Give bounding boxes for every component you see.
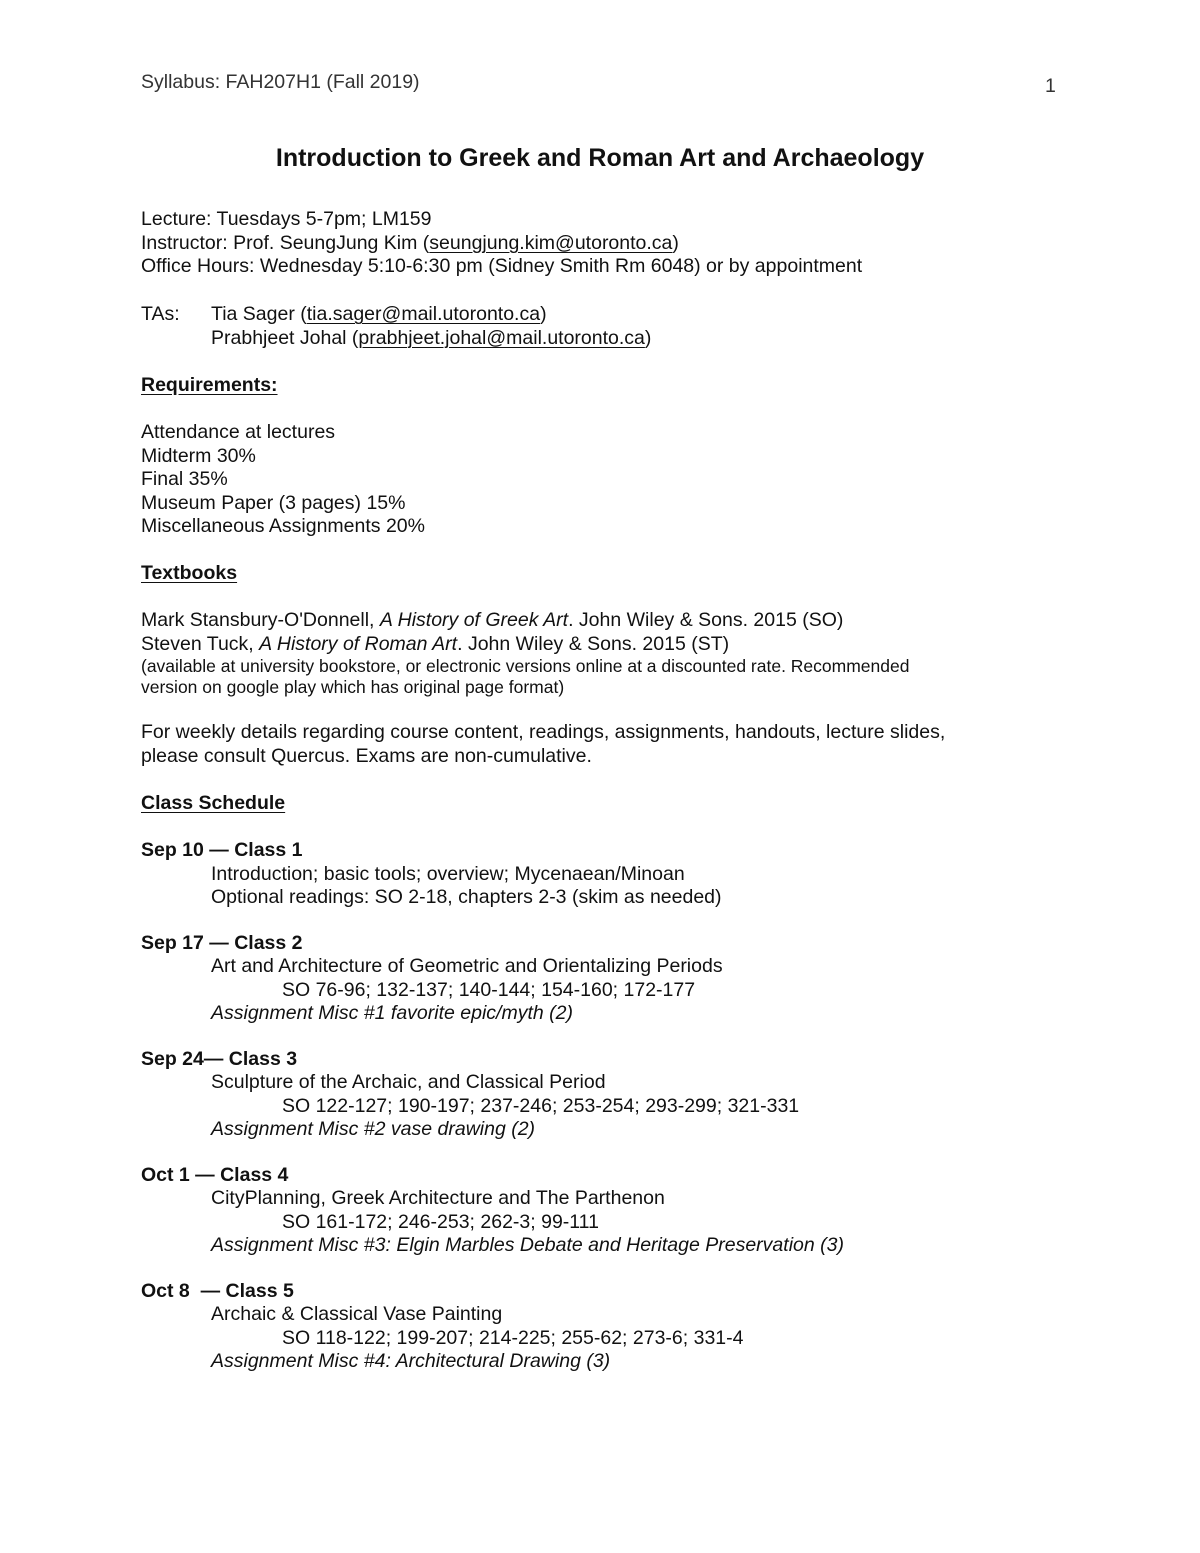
course-info	[141, 208, 862, 279]
ta-entry	[211, 303, 547, 327]
class-readings: Optional readings: SO 2-18, chapters 2-3 (skim as needed)	[211, 886, 722, 908]
class-assignment: Assignment Misc #4: Architectural Drawing (3)	[211, 1350, 611, 1372]
instructor-suffix: )	[672, 231, 679, 254]
textbook-entry	[141, 609, 909, 633]
class-topic: Archaic & Classical Vase Painting	[211, 1303, 503, 1325]
ta-row	[141, 327, 651, 351]
class-assignment: Assignment Misc #3: Elgin Marbles Debate and Heritage Preservation (3)	[211, 1234, 844, 1256]
schedule-section	[141, 792, 844, 1396]
textbook-author: Steven Tuck,	[141, 632, 260, 655]
class-session-heading: Sep 24— Class 3	[141, 1047, 298, 1070]
class-session	[141, 1280, 844, 1374]
class-topic: Sculpture of the Archaic, and Classical Period	[211, 1071, 606, 1093]
ta-email-link[interactable]: tia.sager@mail.utoronto.ca	[306, 303, 541, 325]
class-session	[141, 932, 844, 1026]
weekly-details-line: For weekly details regarding course content, readings, assignments, handouts, lecture slides,	[141, 721, 946, 743]
instructor-line	[141, 232, 862, 256]
requirement-item: Midterm 30%	[141, 444, 256, 467]
ta-name: Tia Sager (	[211, 303, 307, 325]
requirement-item: Miscellaneous Assignments 20%	[141, 515, 425, 537]
class-session-heading: Sep 17 — Class 2	[141, 931, 303, 954]
lecture-line: Lecture: Tuesdays 5-7pm; LM159	[141, 208, 432, 230]
textbook-note: version on google play which has original page format)	[141, 677, 565, 697]
requirement-item: Museum Paper (3 pages) 15%	[141, 491, 406, 514]
class-session	[141, 1164, 844, 1258]
ta-name: Prabhjeet Johal (	[211, 326, 359, 349]
textbooks-section	[141, 562, 909, 698]
ta-close: )	[644, 326, 652, 349]
class-session	[141, 1048, 844, 1142]
office-hours-line: Office Hours: Wednesday 5:10-6:30 pm (Sidney Smith Rm 6048) or by appointment	[141, 255, 863, 277]
class-topic: Introduction; basic tools; overview; Mycenaean/Minoan	[211, 862, 685, 885]
page-number: 1	[1045, 75, 1056, 97]
ta-row	[141, 303, 651, 327]
textbook-entry	[141, 633, 909, 657]
class-assignment: Assignment Misc #1 favorite epic/myth (2)	[211, 1002, 573, 1024]
ta-entry	[211, 327, 651, 351]
class-readings: SO 118-122; 199-207; 214-225; 255-62; 273-6; 331-4	[282, 1326, 744, 1349]
requirement-item: Attendance at lectures	[141, 421, 336, 443]
requirements-section	[141, 374, 425, 539]
textbook-note: (available at university bookstore, or electronic versions online at a discounted rate. Recommended	[141, 656, 910, 676]
instructor-prefix: Instructor: Prof. SeungJung Kim (	[141, 231, 430, 254]
textbook-title: A History of Roman Art	[259, 632, 458, 655]
running-head: Syllabus: FAH207H1 (Fall 2019)	[141, 71, 420, 93]
class-readings: SO 161-172; 246-253; 262-3; 99-111	[282, 1210, 599, 1233]
class-session-heading: Oct 8 — Class 5	[141, 1279, 294, 1302]
ta-list	[141, 303, 651, 350]
requirements-heading: Requirements:	[141, 374, 278, 396]
class-topic: CityPlanning, Greek Architecture and The Parthenon	[211, 1187, 665, 1209]
class-session-heading: Sep 10 — Class 1	[141, 839, 303, 861]
class-session-heading: Oct 1 — Class 4	[141, 1163, 289, 1186]
weekly-details	[141, 721, 945, 768]
document-title: Introduction to Greek and Roman Art and Archaeology	[275, 144, 925, 172]
class-readings: SO 76-96; 132-137; 140-144; 154-160; 172-177	[282, 978, 696, 1001]
textbook-publisher: . John Wiley & Sons. 2015 (ST)	[457, 632, 730, 655]
schedule-heading: Class Schedule	[141, 792, 286, 814]
weekly-details-line: please consult Quercus. Exams are non-cumulative.	[141, 744, 592, 767]
ta-close: )	[540, 303, 547, 325]
requirement-item: Final 35%	[141, 468, 228, 490]
textbook-title: A History of Greek Art	[379, 609, 569, 631]
ta-email-link[interactable]: prabhjeet.johal@mail.utoronto.ca	[358, 326, 645, 349]
class-topic: Art and Architecture of Geometric and Orientalizing Periods	[211, 955, 723, 977]
instructor-email-link[interactable]: seungjung.kim@utoronto.ca	[429, 231, 673, 254]
ta-label: TAs:	[141, 303, 180, 325]
textbook-author: Mark Stansbury-O'Donnell,	[141, 609, 380, 631]
textbooks-heading: Textbooks	[141, 562, 238, 584]
class-readings: SO 122-127; 190-197; 237-246; 253-254; 293-299; 321-331	[282, 1094, 800, 1117]
ta-label-spacer	[141, 327, 211, 351]
class-assignment: Assignment Misc #2 vase drawing (2)	[211, 1118, 536, 1140]
class-session	[141, 839, 844, 910]
textbook-publisher: . John Wiley & Sons. 2015 (SO)	[568, 609, 844, 631]
